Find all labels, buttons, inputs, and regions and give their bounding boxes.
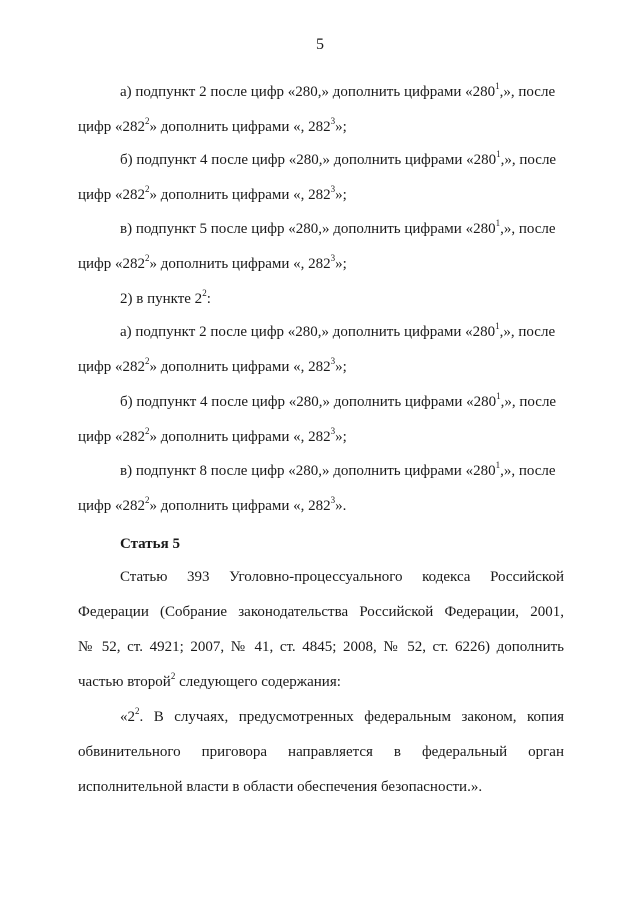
block1-item-a-line2: цифр «$282^2$» дополнить цифрами «, $282^3$»; [78,116,347,135]
block1-item-a-line1: а) подпункт 2 после цифр «280,» дополнить цифрами «$280^1$,», после [120,81,556,100]
block2-item-b-line1: б) подпункт 4 после цифр «280,» дополнить цифрами «$280^1$,», после [120,391,557,410]
article-5-quote-line1: «$2^2$. В случаях, предусмотренных федеральным законом, копия [120,706,564,725]
article-5-paragraph-line1: Статью 393 Уголовно-процессуального кодекса Российской [120,569,564,585]
article-5-paragraph-line4: частью второй$^2$ следующего содержания: [78,671,341,690]
article-5-paragraph-line2: Федерации (Собрание законодательства Российской Федерации, 2001, [78,604,564,620]
article-5-quote-line3: исполнительной власти в области обеспечения безопасности.». [78,779,483,795]
block2-item-a-line1: а) подпункт 2 после цифр «280,» дополнить цифрами «$280^1$,», после [120,321,556,340]
block1-item-v-line2: цифр «$282^2$» дополнить цифрами «, $282^3$»; [78,253,347,272]
block1-item-b-line2: цифр «$282^2$» дополнить цифрами «, $282^3$»; [78,184,347,203]
block2-item-b-line2: цифр «$282^2$» дополнить цифрами «, $282^3$»; [78,426,347,445]
block2-item-v-line2: цифр «$282^2$» дополнить цифрами «, $282^3$». [78,495,347,514]
block1-item-b-line1: б) подпункт 4 после цифр «280,» дополнить цифрами «$280^1$,», после [120,149,557,168]
point-2-heading: 2) в пункте $2^2$: [120,288,211,307]
article-5-paragraph-line3: № 52, ст. 4921; 2007, № 41, ст. 4845; 2008, № 52, ст. 6226) дополнить [78,639,564,655]
article-5-quote-line2: обвинительного приговора направляется в федеральный орган [78,744,564,760]
block2-item-a-line2: цифр «$282^2$» дополнить цифрами «, $282^3$»; [78,356,347,375]
block1-item-v-line1: в) подпункт 5 после цифр «280,» дополнить цифрами «$280^1$,», после [120,218,556,237]
page-number: 5 [316,36,324,53]
article-5-title: Статья 5 [120,536,180,552]
block2-item-v-line1: в) подпункт 8 после цифр «280,» дополнить цифрами «$280^1$,», после [120,460,556,479]
